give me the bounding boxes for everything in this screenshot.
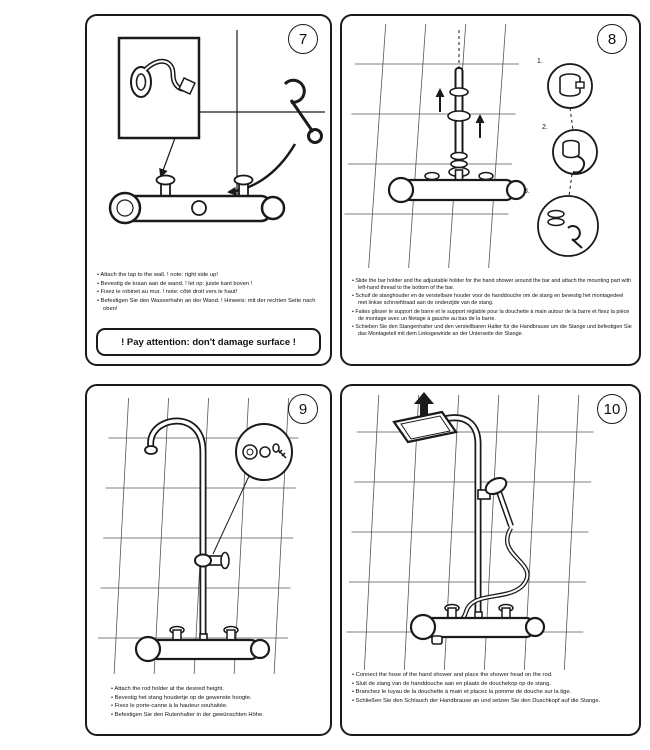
callout-circle-1-bar-holder [548, 64, 592, 108]
step-instructions [111, 686, 322, 721]
callout-label-2: 2. [542, 124, 548, 131]
step-number-badge [597, 24, 627, 54]
warning-box [96, 328, 321, 356]
instruction-en: • Attach the rod holder at the desired height. [111, 686, 322, 694]
step-number: 10 [603, 400, 621, 418]
instruction-nl: • Schuif de stanghouder en de verstelbare houder voor de handdouche om de stang en bevestig het montagedeel met linkse schroefdraad aan de onderzijde van de stang. [352, 293, 633, 307]
attach-tap-drawing [89, 20, 328, 270]
callout-circle-2-adjustable-holder [553, 130, 597, 174]
callout-label-1: 1. [537, 58, 543, 65]
step-number: 8 [607, 30, 617, 48]
instruction-fr: • Fixez le porte-canne à la hauteur souhaitée. [111, 703, 322, 711]
callout-screw-assembly [236, 424, 292, 480]
instruction-nl: • Bevestig het stang houdertje op de gewenste hoogte. [111, 695, 322, 703]
instruction-fr: • Fixez le robinet au mur. ! note: côté droit vers le haut! [97, 289, 322, 297]
callout-label-3: 3. [524, 188, 530, 195]
warning-text: ! Pay attention: don't damage surface ! [121, 336, 296, 348]
step-instructions [352, 278, 633, 339]
rod-holder-drawing [89, 390, 328, 686]
wrench-icon [285, 80, 322, 142]
panel-step-10 [340, 384, 641, 736]
instruction-de: • Befestigen Sie den Wasserhahn an der Wand. ! Hinweis: mit der rechten Seite nach oben! [97, 298, 322, 313]
instruction-nl: • Sluit de slang van de handdouche aan en plaats de douchekop op de stang. [352, 681, 633, 689]
step-number-badge [288, 24, 318, 54]
panel-step-9 [85, 384, 332, 736]
instruction-en: • Connect the hose of the hand shower and place the shower head on the rod. [352, 672, 633, 680]
step-number-badge [288, 394, 318, 424]
detail-inset-wall-fitting [119, 38, 199, 138]
illustration-rod-holder [89, 390, 328, 686]
callout-circle-3-mounting-part [538, 196, 598, 256]
instruction-de: • Schließen Sie den Schlauch der Handbrause an und setzen Sie den Duschkopf auf die Stange. [352, 698, 633, 706]
illustration-connect-hose [344, 390, 637, 686]
tile-grid [344, 24, 522, 268]
instruction-de: • Befestigen Sie den Rutenhalter in der gewünschten Höhe. [111, 712, 322, 720]
instruction-nl: • Bevestig de kraan aan de wand. ! let op: juiste kant boven ! [97, 281, 322, 289]
slide-holders-drawing [344, 20, 637, 272]
panel-step-8 [340, 14, 641, 366]
instruction-fr: • Branchez le tuyau de la douchette à main et placez la pomme de douche sur la tige. [352, 689, 633, 697]
panel-step-7 [85, 14, 332, 366]
inset-pointer-line [161, 138, 175, 176]
place-head-arrow [414, 392, 434, 416]
instruction-en: • Slide the bar holder and the adjustable holder for the hand shower around the bar and attach the mounting part with left-hand thread to the bottom of the bar. [352, 278, 633, 292]
shower-rod [432, 418, 478, 620]
instruction-de: • Schieben Sie den Stangenhalter und den verstellbaren Halter für die Handbrause um die Stange und befestigen Sie das Montageteil mit dem Linksgewinde an der Unterseite der Stange. [352, 324, 633, 338]
step-number: 9 [298, 400, 308, 418]
instruction-en: • Attach the tap to the wall. ! note: right side up! [97, 272, 322, 280]
step-instructions [352, 672, 633, 707]
step-number-badge [597, 394, 627, 424]
step-number: 7 [298, 30, 308, 48]
illustration-attach-tap [89, 20, 328, 270]
illustration-slide-holders [344, 20, 637, 272]
tap-illustration [389, 170, 525, 202]
instruction-fr: • Faites glisser le support de barre et le support réglable pour la douchette à main autour de la barre et fixez la pièce de montage avec un filetage à gauche au bas de la barre. [352, 309, 633, 323]
step-instructions [97, 272, 322, 314]
shower-rod [145, 421, 203, 642]
rod-holder [195, 553, 229, 569]
connect-hose-drawing [344, 390, 637, 686]
